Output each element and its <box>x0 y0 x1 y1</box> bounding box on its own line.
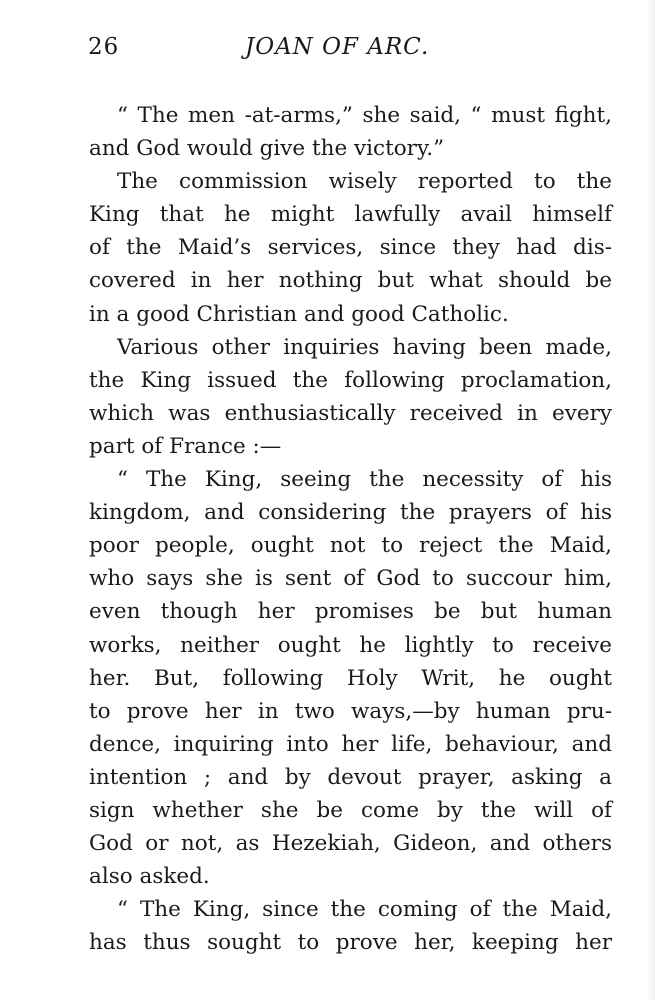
text-line: to prove her in two ways,—by human pru- <box>89 698 612 724</box>
text-line: of the Maid’s services, since they had dis- <box>89 235 612 261</box>
text-line: in a good Christian and good Catholic. <box>89 301 509 327</box>
text-line: and God would give the victory.” <box>89 136 445 162</box>
text-line: even though her promises be but human <box>89 599 612 625</box>
text-line: who says she is sent of God to succour him, <box>89 566 612 592</box>
text-line: the King issued the following proclamation, <box>89 367 612 393</box>
text-line: also asked. <box>89 864 210 890</box>
text-line: God or not, as Hezekiah, Gideon, and others <box>89 831 612 857</box>
text-line: part of France :— <box>89 433 282 459</box>
text-line: sign whether she be come by the will of <box>89 797 612 823</box>
text-line: “ The King, seeing the necessity of his <box>117 467 612 493</box>
text-line: intention ; and by devout prayer, asking a <box>89 764 612 790</box>
text-line: dence, inquiring into her life, behaviour, and <box>89 731 612 757</box>
text-line: which was enthusiastically received in every <box>89 400 612 426</box>
text-line: works, neither ought he lightly to receive <box>89 632 612 658</box>
text-line: has thus sought to prove her, keeping her <box>89 930 612 956</box>
text-line: “ The men -at-arms,” she said, “ must fight, <box>117 103 612 128</box>
text-line: King that he might lawfully avail himself <box>89 202 612 228</box>
page-header <box>88 34 612 68</box>
running-head: JOAN OF ARC. <box>245 34 430 60</box>
page-edge-shadow <box>647 0 655 1000</box>
page-number: 26 <box>88 34 120 60</box>
text-line: covered in her nothing but what should be <box>89 268 612 294</box>
text-line: The commission wisely reported to the <box>117 169 612 195</box>
text-line: kingdom, and considering the prayers of his <box>89 500 612 526</box>
body-text <box>89 99 612 959</box>
text-line: Various other inquiries having been made, <box>117 334 612 360</box>
text-line: “ The King, since the coming of the Maid, <box>117 897 612 923</box>
text-line: poor people, ought not to reject the Maid, <box>89 533 612 559</box>
text-line: her. But, following Holy Writ, he ought <box>89 665 612 691</box>
